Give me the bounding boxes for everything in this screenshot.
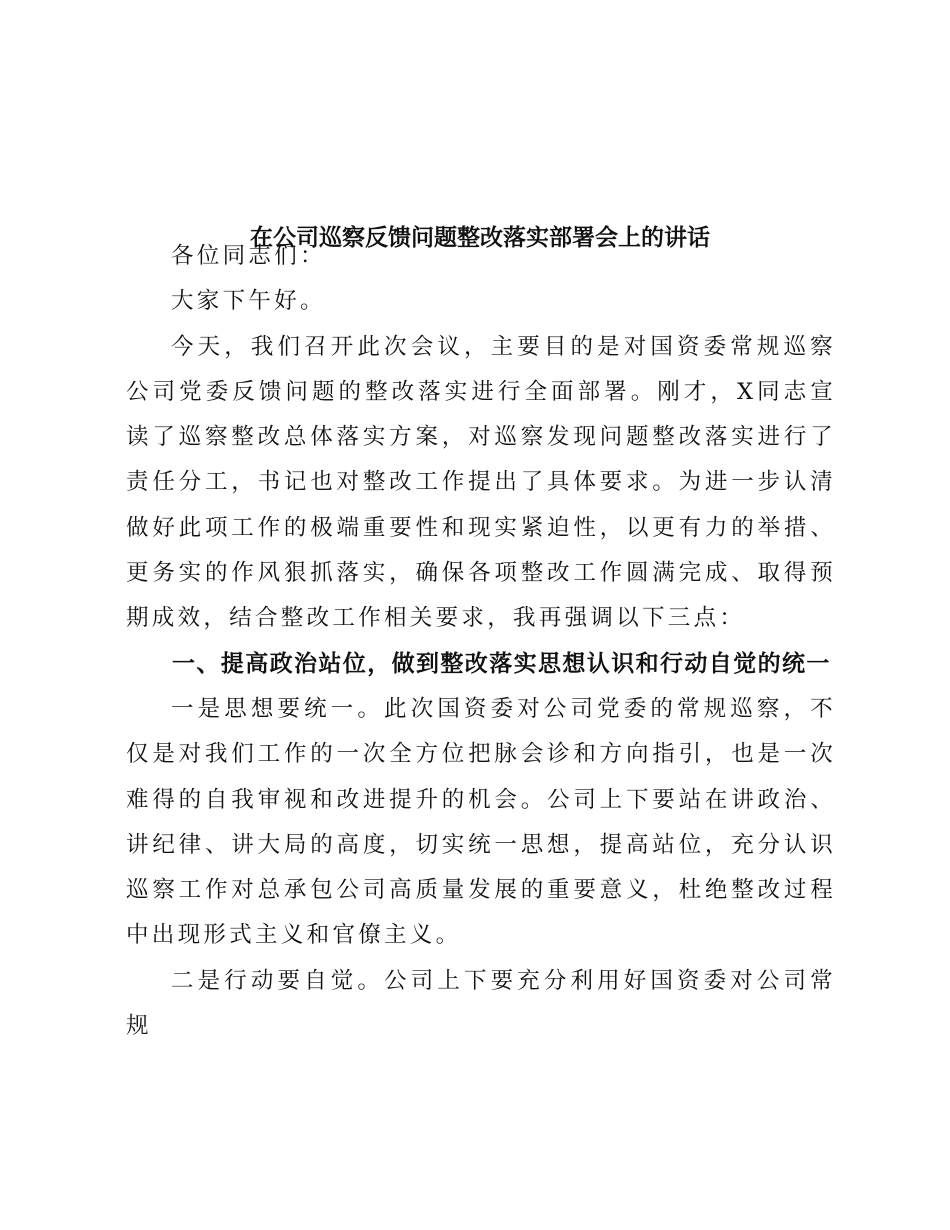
salutation-paragraph: 大家下午好。 [171,288,326,315]
intro-paragraph: 今天，我们召开此次会议，主要目的是对国资委常规巡察公司党委反馈问题的整改落实进行全面部署。刚才，X同志宣读了巡察整改总体落实方案，对巡察发现问题整改落实进行了责任分工，书记也对整改工作提出了具体要求。为进一步认清做好此项工作的极端重要性和现实紧迫性，以更有力的举措、更务实的作风狠抓落实，确保各项整改工作圆满完成、取得预期成效，结合整改工作相关要求，我再强调以下三点： [126,333,836,632]
section-heading-1: 一、提高政治站位，做到整改落实思想认识和行动自觉的统一 [172,650,831,677]
document-title: 在公司巡察反馈问题整改落实部署会上的讲话 [250,224,710,251]
point-2-paragraph: 二是行动要自觉。公司上下要充分利用好国资委对公司常规 [126,967,836,1040]
point-1-paragraph: 一是思想要统一。此次国资委对公司党委的常规巡察，不仅是对我们工作的一次全方位把脉会诊和方向指引，也是一次难得的自我审视和改进提升的机会。公司上下要站在讲政治、讲纪律、讲大局的高度，切实统一思想，提高站位，充分认识巡察工作对总承包公司高质量发展的重要意义，杜绝整改过程中出现形式主义和官僚主义。 [126,695,836,949]
greeting-paragraph: 各位同志们： [171,243,326,269]
document-body [126,234,836,1049]
